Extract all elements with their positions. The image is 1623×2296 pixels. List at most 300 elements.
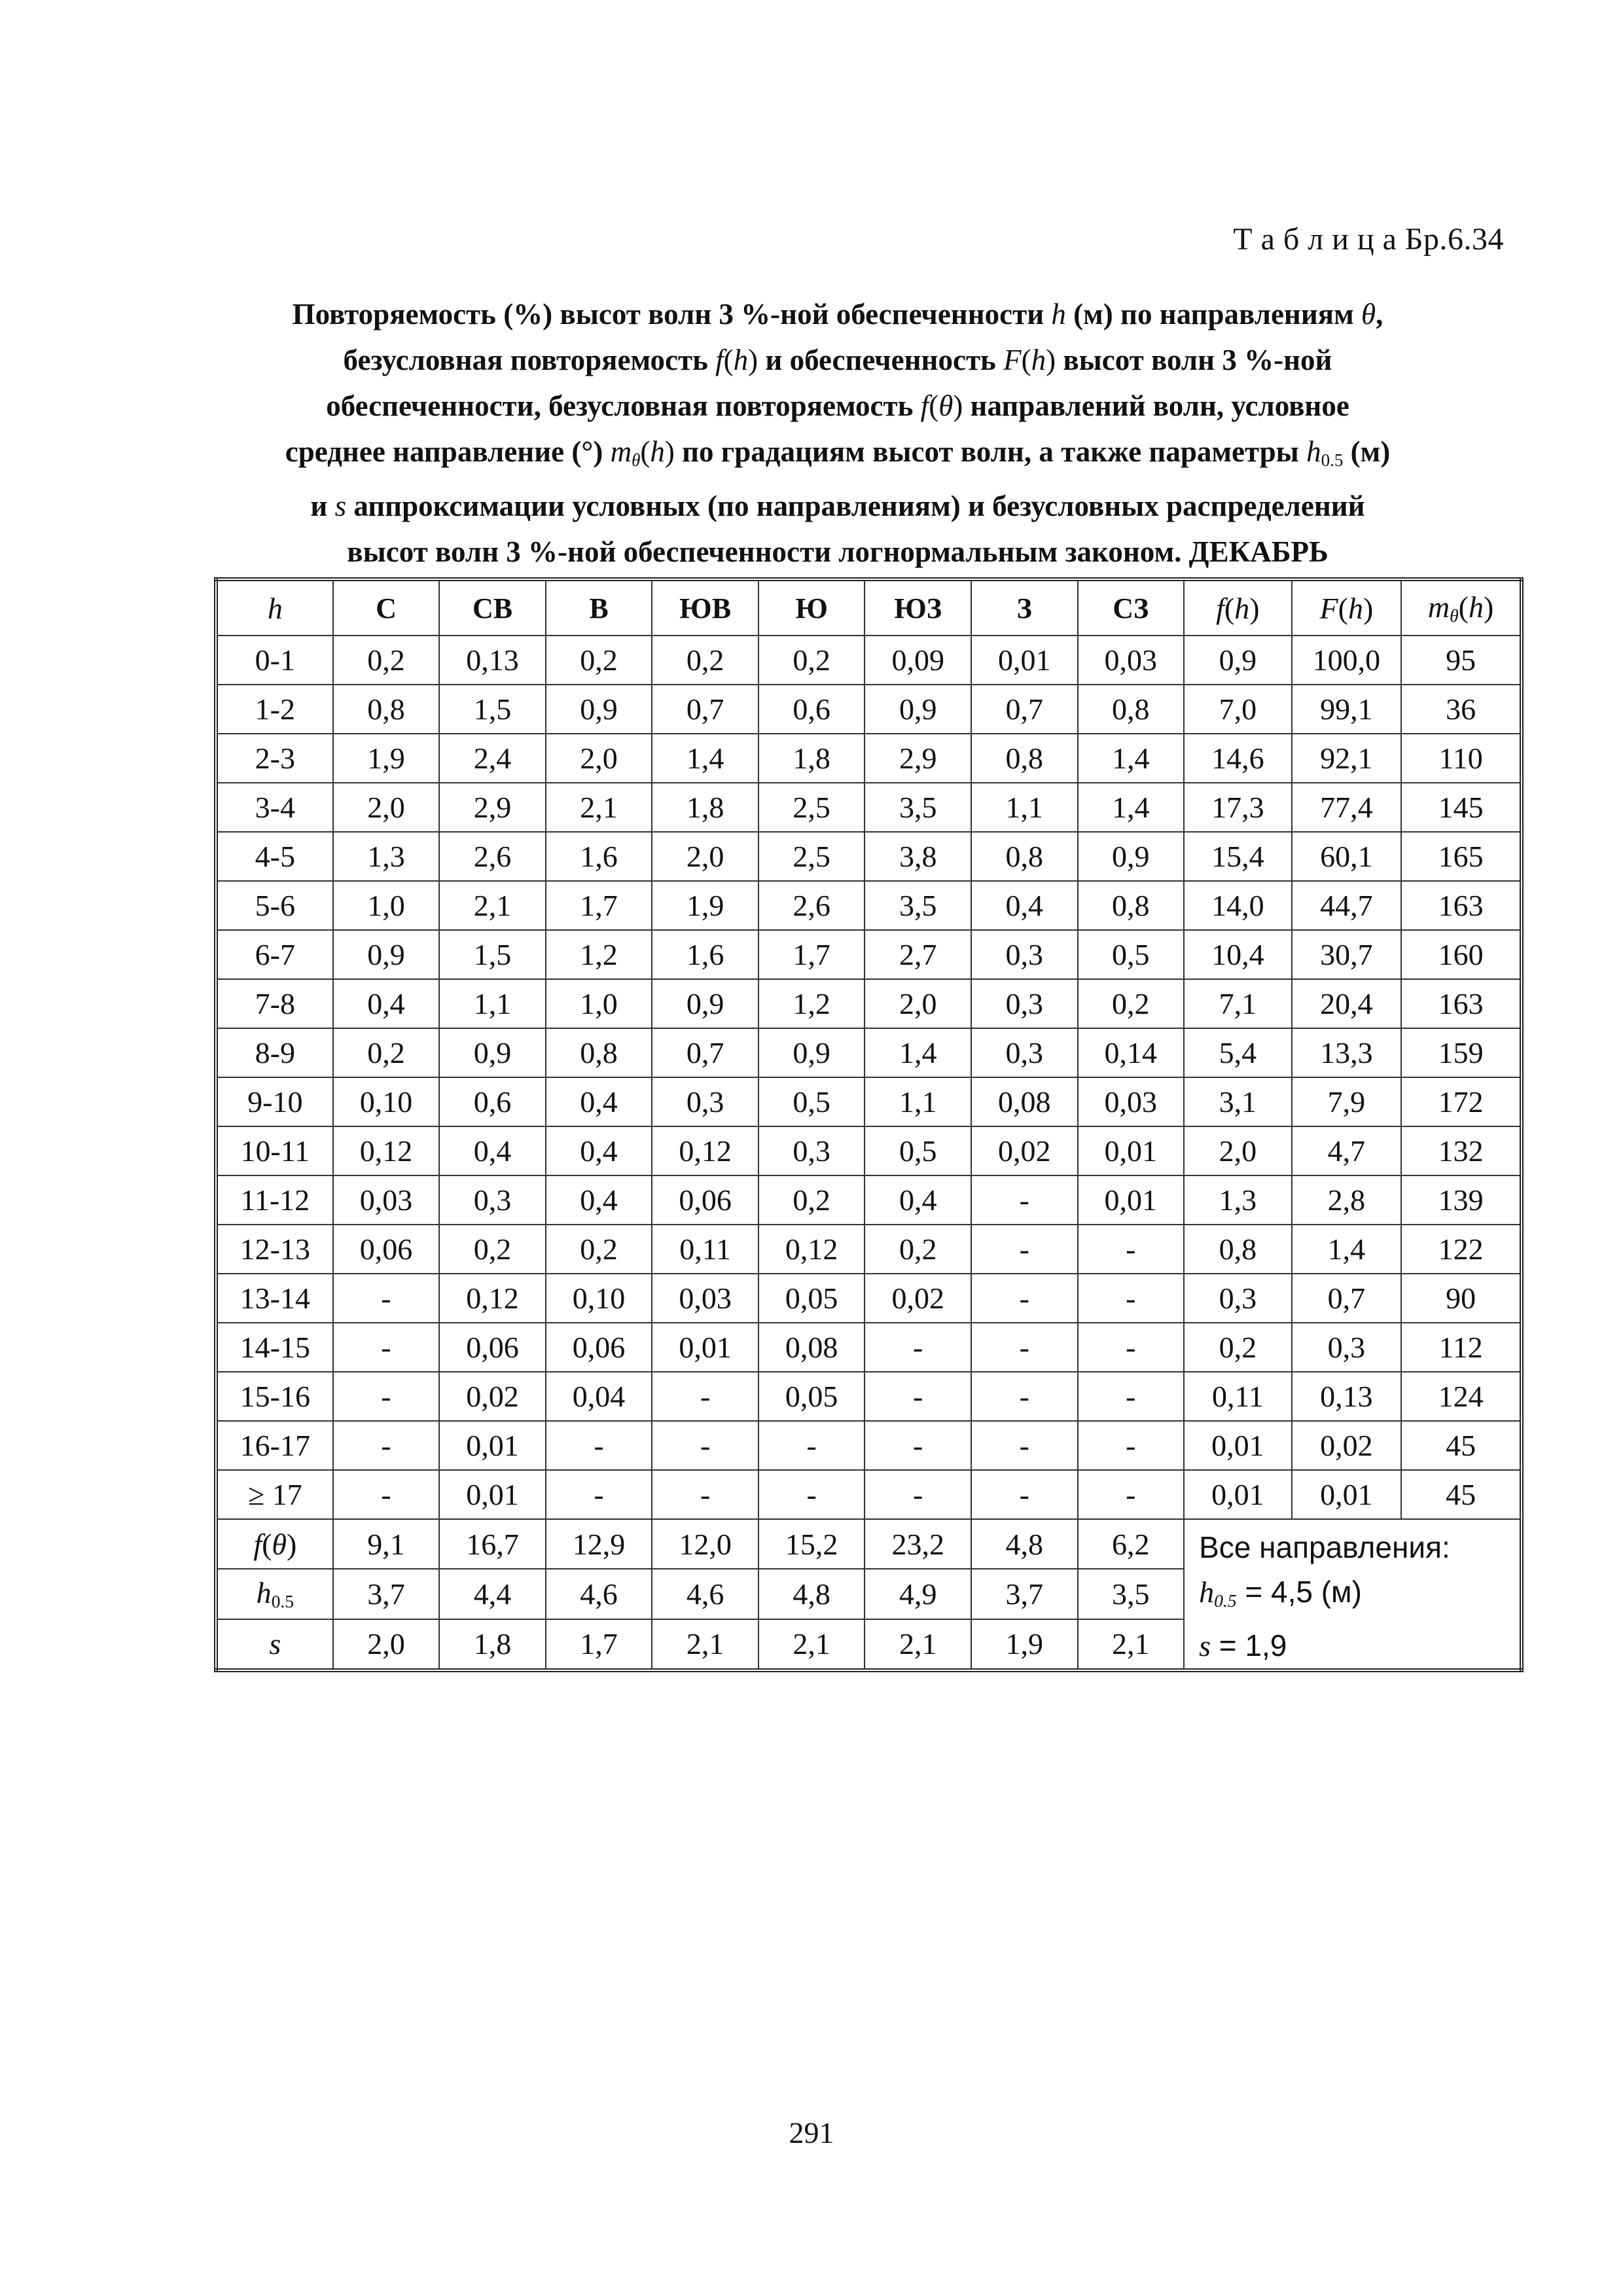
all-h-main: h [1199,1575,1215,1609]
table-cell: 13,3 [1292,1028,1402,1077]
table-cell: 92,1 [1292,734,1402,783]
caption-text: высот волн 3 %-ной обеспеченности логнормальным законом. ДЕКАБРЬ [347,535,1329,568]
all-s-value: = 1,9 [1210,1628,1287,1662]
header-arg: h [1234,591,1250,625]
table-cell: 0,2 [546,636,652,685]
all-directions-s [1199,1623,1520,1668]
table-cell: 0,4 [546,1077,652,1126]
table-cell: 3,5 [865,881,971,930]
caption-text: 0.5 [1321,450,1344,470]
row-gradation: 9-10 [216,1077,333,1126]
table-cell: 0,2 [758,636,865,685]
summary-cell: 3,7 [333,1569,440,1619]
header-direction: ЮВ [652,579,758,636]
table-cell: 2,9 [865,734,971,783]
table-cell: 1,9 [333,734,440,783]
table-cell: 0,04 [546,1372,652,1421]
table-cell: 0,2 [546,1225,652,1274]
summary-cell: 1,9 [971,1619,1078,1670]
table-cell: 0,02 [865,1274,971,1323]
table-cell: 2,0 [546,734,652,783]
header-h: h [216,579,333,636]
caption-text: (м) [1343,435,1391,468]
table-cell: 110 [1401,734,1522,783]
row-gradation: 16-17 [216,1421,333,1470]
caption-text: h [1031,344,1046,376]
summary-cell: 3,5 [1078,1569,1185,1619]
table-cell: 0,09 [865,636,971,685]
table-cell: - [546,1421,652,1470]
table-cell: - [971,1323,1078,1372]
summary-cell: 2,1 [1078,1619,1185,1670]
table-cell: 0,2 [865,1225,971,1274]
all-directions-h [1199,1570,1520,1623]
table-cell: 0,01 [439,1421,546,1470]
table-row [216,636,1522,685]
table-cell: 90 [1401,1274,1522,1323]
summary-cell: 4,6 [546,1569,652,1619]
table-cell: - [652,1421,758,1470]
caption-text: h [1306,435,1321,468]
table-cell: 2,0 [1184,1126,1292,1175]
table-cell: - [333,1372,440,1421]
table-cell: 0,11 [1184,1372,1292,1421]
table-cell: 0,8 [1078,881,1185,930]
table-cell: 4,7 [1292,1126,1402,1175]
header-direction: З [971,579,1078,636]
table-cell: - [758,1421,865,1470]
header-sub: θ [1450,605,1459,626]
caption-text: безусловная повторяемость [343,344,716,376]
summary-cell: 2,1 [758,1619,865,1670]
header-arg: h [1347,591,1363,625]
table-cell: 0,3 [439,1175,546,1225]
summary-row [216,1519,1522,1569]
table-cell: 0,01 [439,1470,546,1519]
table-cell: 0,3 [1184,1274,1292,1323]
table-cell: 0,7 [652,685,758,734]
table-row [216,783,1522,832]
table-row [216,1421,1522,1470]
table-cell: - [865,1421,971,1470]
table-row [216,1372,1522,1421]
table-cell: 5,4 [1184,1028,1292,1077]
table-cell: 0,2 [439,1225,546,1274]
header-fn: f [1216,591,1224,625]
table-cell: 0,08 [971,1077,1078,1126]
summary-cell: 1,7 [546,1619,652,1670]
table-row [216,734,1522,783]
table-cell: - [1078,1323,1185,1372]
table-cell: - [971,1274,1078,1323]
table-cell: - [333,1323,440,1372]
table-cell: 2,0 [865,979,971,1028]
table-row [216,979,1522,1028]
table-cell: 99,1 [1292,685,1402,734]
table-cell: 2,9 [439,783,546,832]
table-label: Т а б л и ц а Бр.6.34 [1233,222,1504,257]
table-cell: - [546,1470,652,1519]
table-cell: 0,2 [1078,979,1185,1028]
caption-text: θ [632,450,641,470]
summary-label [216,1619,333,1670]
table-cell: 0,3 [971,1028,1078,1077]
table-row [216,881,1522,930]
table-cell: 160 [1401,930,1522,979]
caption-text: h [650,435,665,468]
table-cell: 0,6 [439,1077,546,1126]
table-cell: 0,3 [758,1126,865,1175]
table-cell: 0,5 [865,1126,971,1175]
summary-cell: 15,2 [758,1519,865,1569]
caption-text: ) [953,389,963,422]
caption-text: ) [664,435,675,468]
table-cell: 132 [1401,1126,1522,1175]
row-gradation: 11-12 [216,1175,333,1225]
summary-cell: 4,8 [758,1569,865,1619]
row-gradation: 4-5 [216,832,333,881]
table-cell: 0,9 [333,930,440,979]
summary-cell: 6,2 [1078,1519,1185,1569]
table-cell: - [652,1470,758,1519]
table-cell: 1,5 [439,930,546,979]
table-cell: 0,9 [1184,636,1292,685]
summary-cell: 1,8 [439,1619,546,1670]
table-cell: 0,8 [971,734,1078,783]
row-gradation: 3-4 [216,783,333,832]
table-cell: 165 [1401,832,1522,881]
caption-text: ) [1046,344,1056,376]
caption-text: θ [938,389,954,422]
table-cell: 0,4 [439,1126,546,1175]
table-cell: 2,5 [758,783,865,832]
table-cell: 45 [1401,1421,1522,1470]
table-cell: 2,1 [439,881,546,930]
table-cell: 1,7 [546,881,652,930]
table-cell: 2,0 [333,783,440,832]
table-row [216,1225,1522,1274]
table-cell: 14,0 [1184,881,1292,930]
caption-text: ) [748,344,758,376]
table-header-row [216,579,1522,636]
table-cell: - [865,1323,971,1372]
table-cell: 2,1 [546,783,652,832]
table-cell: 1,7 [758,930,865,979]
table-cell: 0,2 [333,636,440,685]
summary-cell: 4,4 [439,1569,546,1619]
table-cell: - [971,1175,1078,1225]
table-cell: - [865,1470,971,1519]
summary-main: s [269,1627,281,1661]
table-cell: 0,6 [758,685,865,734]
table-cell: - [333,1274,440,1323]
header-f-h: f(h) [1184,579,1292,636]
row-gradation: 8-9 [216,1028,333,1077]
summary-arg: θ [272,1527,287,1561]
all-h-sub: 0.5 [1214,1590,1237,1611]
table-cell: 0,05 [758,1372,865,1421]
table-cell: 95 [1401,636,1522,685]
header-direction: СВ [439,579,546,636]
table-cell: 0,01 [1184,1421,1292,1470]
table-cell: 0,9 [439,1028,546,1077]
table-cell: 0,08 [758,1323,865,1372]
table-cell: 0,01 [1184,1470,1292,1519]
table-cell: - [971,1421,1078,1470]
table-row [216,1274,1522,1323]
table-cell: 1,4 [1292,1225,1402,1274]
summary-sub: 0.5 [271,1591,294,1612]
table-cell: 1,6 [546,832,652,881]
table-cell: 14,6 [1184,734,1292,783]
table-cell: 1,8 [652,783,758,832]
row-gradation: 13-14 [216,1274,333,1323]
table-cell: 7,9 [1292,1077,1402,1126]
table-caption [196,291,1479,575]
table-cell: 0,05 [758,1274,865,1323]
header-arg: h [1469,590,1484,624]
header-F-h: F(h) [1292,579,1402,636]
table-cell: 3,1 [1184,1077,1292,1126]
caption-text: Повторяемость (%) высот волн 3 %-ной обеспеченности [292,298,1052,331]
header-direction: Ю [758,579,865,636]
caption-text: s [334,489,347,522]
caption-text: направлений волн, условное [963,389,1349,422]
table-cell: 0,01 [652,1323,758,1372]
table-cell: 0,9 [546,685,652,734]
table-cell: 0,13 [1292,1372,1402,1421]
table-cell: 1,4 [1078,783,1185,832]
table-cell: 60,1 [1292,832,1402,881]
table-cell: 1,1 [865,1077,971,1126]
table-row [216,1077,1522,1126]
summary-cell: 2,1 [652,1619,758,1670]
caption-text: по градациям высот волн, а также параметры [674,435,1307,468]
table-cell: 2,6 [758,881,865,930]
table-cell: 100,0 [1292,636,1402,685]
table-cell: - [1078,1372,1185,1421]
table-cell: 17,3 [1184,783,1292,832]
table-cell: 2,8 [1292,1175,1402,1225]
table-row [216,1470,1522,1519]
all-h-value: = 4,5 (м) [1236,1575,1362,1609]
summary-label: f(θ) [216,1519,333,1569]
table-cell: 45 [1401,1470,1522,1519]
table-cell: 122 [1401,1225,1522,1274]
table-cell: - [971,1372,1078,1421]
table-row [216,930,1522,979]
caption-text: и [310,489,335,522]
table-cell: 20,4 [1292,979,1402,1028]
caption-text: (м) по направлениям [1065,298,1362,331]
table-row [216,1323,1522,1372]
table-cell: 0,8 [546,1028,652,1077]
table-cell: 0,14 [1078,1028,1185,1077]
caption-text: высот волн 3 %-ной [1056,344,1332,376]
table-cell: - [971,1225,1078,1274]
row-gradation: 2-3 [216,734,333,783]
table-row [216,685,1522,734]
summary-cell: 3,7 [971,1569,1078,1619]
table-cell: - [1078,1470,1185,1519]
table-row [216,1028,1522,1077]
header-direction: В [546,579,652,636]
table-cell: 0,4 [971,881,1078,930]
table-cell: 0,9 [865,685,971,734]
table-cell: 0,4 [333,979,440,1028]
table-cell: 1,3 [333,832,440,881]
table-cell: 0,3 [652,1077,758,1126]
summary-fn: f [253,1527,262,1561]
table-cell: 10,4 [1184,930,1292,979]
caption-text: обеспеченности, безусловная повторяемость [326,389,921,422]
table-cell: 1,1 [971,783,1078,832]
table-cell: 0,8 [971,832,1078,881]
summary-label [216,1569,333,1619]
caption-line [196,291,1479,337]
row-gradation: 6-7 [216,930,333,979]
table-cell: 0,3 [1292,1323,1402,1372]
table-cell: 0,12 [439,1274,546,1323]
caption-line [196,383,1479,429]
table-cell: 0,3 [971,979,1078,1028]
table-row [216,1175,1522,1225]
row-gradation: ≥ 17 [216,1470,333,1519]
table-cell: 0,02 [971,1126,1078,1175]
summary-cell: 2,1 [865,1619,971,1670]
table-cell: - [971,1470,1078,1519]
table-cell: 1,5 [439,685,546,734]
table-cell: - [1078,1225,1185,1274]
table-cell: - [758,1470,865,1519]
table-cell: 0,2 [333,1028,440,1077]
table-cell: 0,10 [546,1274,652,1323]
caption-line [196,483,1479,529]
table-cell: 0,11 [652,1225,758,1274]
table-cell: 0,2 [652,636,758,685]
summary-cell: 2,0 [333,1619,440,1670]
summary-cell: 16,7 [439,1519,546,1569]
table-cell: 1,4 [1078,734,1185,783]
table-row [216,832,1522,881]
row-gradation: 14-15 [216,1323,333,1372]
table-cell: 0,4 [546,1175,652,1225]
caption-text: аппроксимации условных (по направлениям) и безусловных распределений [346,489,1365,522]
table-cell: 3,5 [865,783,971,832]
table-cell: 0,2 [1184,1323,1292,1372]
table-cell: 1,4 [865,1028,971,1077]
caption-text: ( [1021,344,1031,376]
table-cell: 139 [1401,1175,1522,1225]
table-cell: 1,3 [1184,1175,1292,1225]
table-cell: 1,8 [758,734,865,783]
table-cell: 0,5 [758,1077,865,1126]
table-cell: - [652,1372,758,1421]
table-row [216,1126,1522,1175]
summary-cell: 4,6 [652,1569,758,1619]
all-directions-cell [1184,1519,1522,1670]
table-cell: 77,4 [1292,783,1402,832]
table-cell: 36 [1401,685,1522,734]
table-cell: - [333,1421,440,1470]
row-gradation: 5-6 [216,881,333,930]
table-cell: - [333,1470,440,1519]
table-cell: 0,4 [865,1175,971,1225]
table-cell: 15,4 [1184,832,1292,881]
table-cell: 0,03 [652,1274,758,1323]
table-cell: 163 [1401,881,1522,930]
table-cell: 0,06 [652,1175,758,1225]
table-cell: 0,7 [1292,1274,1402,1323]
table-cell: 0,7 [652,1028,758,1077]
caption-line [196,429,1479,483]
table-cell: 0,03 [333,1175,440,1225]
table-cell: 1,2 [546,930,652,979]
table-cell: 145 [1401,783,1522,832]
caption-text: ( [640,435,651,468]
table-cell: 0,8 [333,685,440,734]
row-gradation: 15-16 [216,1372,333,1421]
table-cell: 124 [1401,1372,1522,1421]
table-cell: 0,12 [758,1225,865,1274]
table-cell: 2,5 [758,832,865,881]
all-s-main: s [1199,1628,1211,1662]
table-cell: 2,7 [865,930,971,979]
table-cell: 0,02 [439,1372,546,1421]
all-directions-title: Все направления: [1199,1530,1450,1564]
table-cell: 44,7 [1292,881,1402,930]
table-cell: 0,12 [333,1126,440,1175]
caption-text: ( [929,389,939,422]
header-direction: ЮЗ [865,579,971,636]
row-gradation: 1-2 [216,685,333,734]
table-cell: 1,1 [439,979,546,1028]
table-cell: 1,9 [652,881,758,930]
header-direction: С [333,579,440,636]
table-cell: 1,0 [333,881,440,930]
summary-cell: 23,2 [865,1519,971,1569]
table-cell: 0,5 [1078,930,1185,979]
table-cell: 0,03 [1078,636,1185,685]
caption-text: f [920,389,929,422]
summary-cell: 4,8 [971,1519,1078,1569]
table-cell: 1,2 [758,979,865,1028]
table-cell: 0,01 [1292,1470,1402,1519]
table-cell: 1,4 [652,734,758,783]
table-cell: 2,6 [439,832,546,881]
header-m-h: $m_\theta(h)$ [1401,579,1522,636]
table-cell: 0,9 [758,1028,865,1077]
table-cell: 0,01 [1078,1126,1185,1175]
table-cell: 0,06 [333,1225,440,1274]
caption-text: среднее направление (°) [285,435,611,468]
summary-cell: 4,9 [865,1569,971,1619]
summary-cell: 12,9 [546,1519,652,1569]
table-cell: 0,13 [439,636,546,685]
caption-text: θ [1361,298,1376,331]
caption-text: f [715,344,724,376]
row-gradation: 12-13 [216,1225,333,1274]
summary-cell: 12,0 [652,1519,758,1569]
row-gradation: 0-1 [216,636,333,685]
table-cell: 1,6 [652,930,758,979]
table-cell: 163 [1401,979,1522,1028]
table-cell: 0,03 [1078,1077,1185,1126]
table-cell: 159 [1401,1028,1522,1077]
table-cell: 0,9 [652,979,758,1028]
wave-height-table [214,577,1524,1672]
caption-text: m [610,435,632,468]
